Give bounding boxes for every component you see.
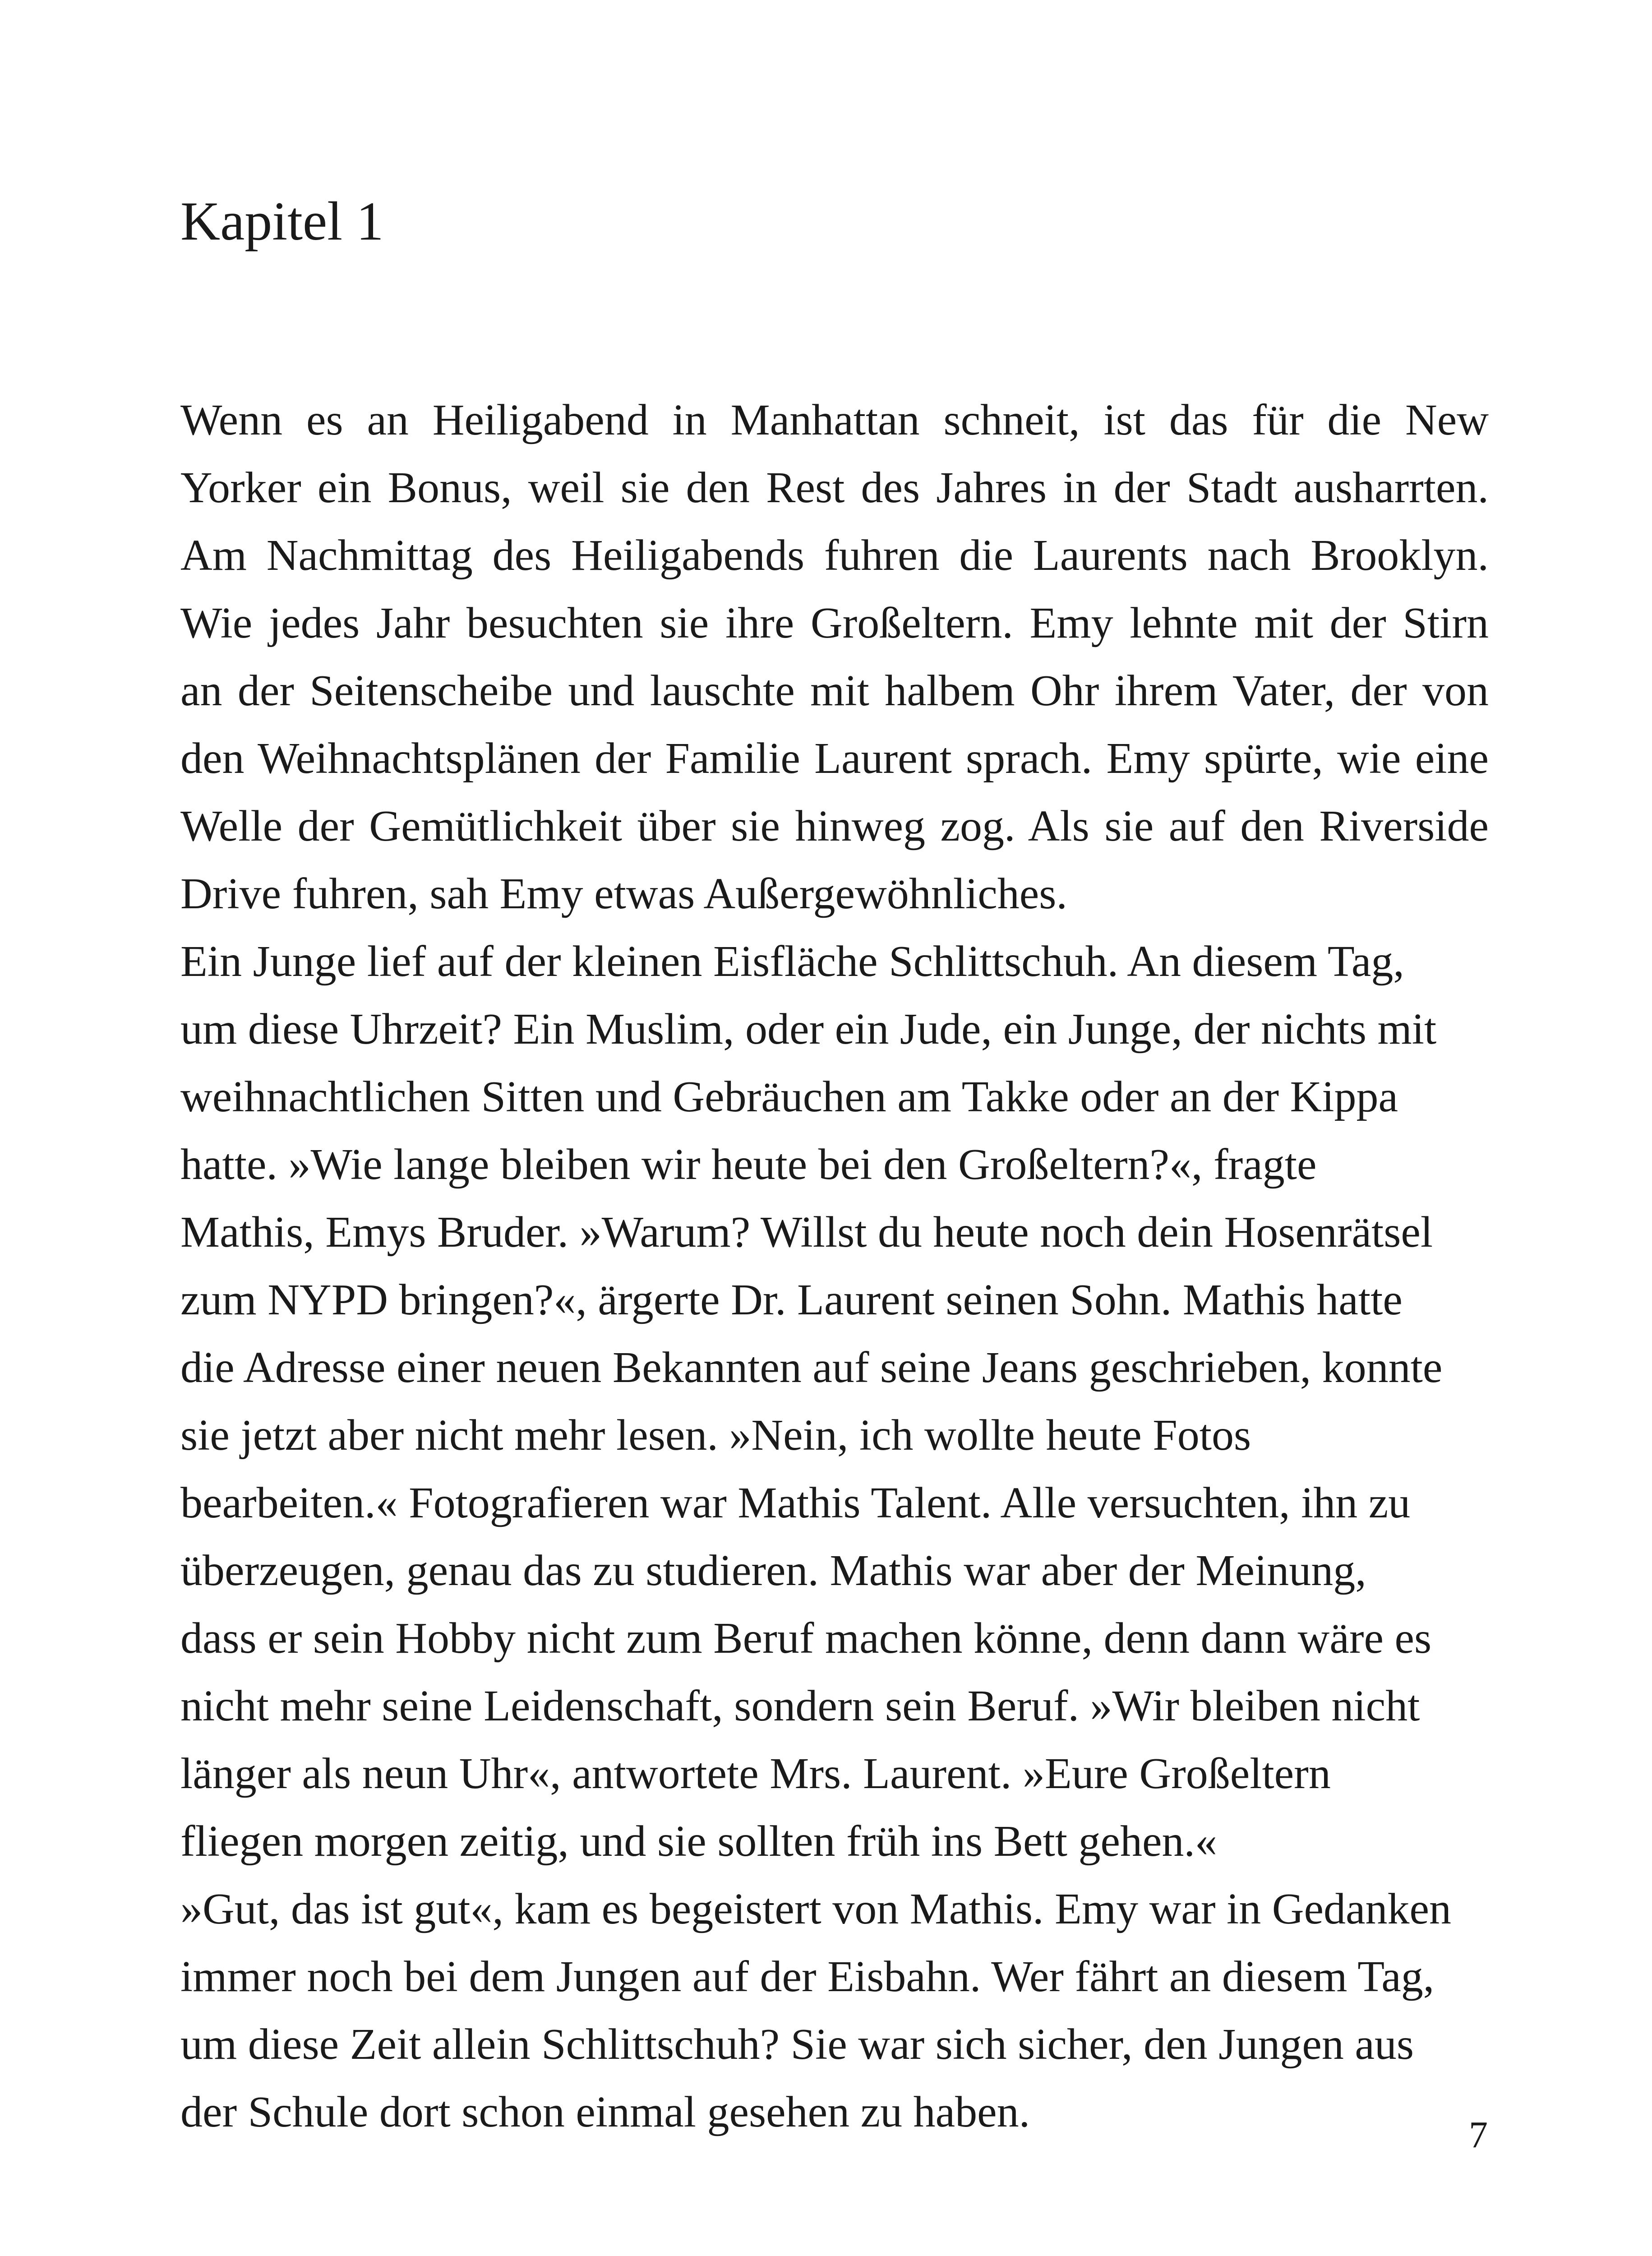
chapter-title: Kapitel 1: [180, 191, 384, 252]
text-line: überzeugen, genau das zu studieren. Mathis war aber der Meinung,: [180, 1546, 1366, 1595]
text-line: Drive fuhren, sah Emy etwas Außergewöhnliches.: [180, 869, 1067, 918]
text-line: sie jetzt aber nicht mehr lesen. »Nein, ich wollte heute Fotos: [180, 1411, 1251, 1460]
text-line: weihnachtlichen Sitten und Gebräuchen am Takke oder an der Kippa: [180, 1073, 1398, 1121]
text-line: immer noch bei dem Jungen auf der Eisbahn. Wer fährt an diesem Tag,: [180, 1952, 1435, 2001]
text-line: die Adresse einer neuen Bekannten auf seine Jeans geschrieben, konnte: [180, 1343, 1443, 1392]
text-line: dass er sein Hobby nicht zum Beruf machen könne, denn dann wäre es: [180, 1614, 1432, 1663]
text-line: fliegen morgen zeitig, und sie sollten früh ins Bett gehen.«: [180, 1817, 1217, 1866]
text-line: den Weihnachtsplänen der Familie Laurent sprach. Emy spürte, wie eine: [180, 734, 1489, 783]
text-line: um diese Uhrzeit? Ein Muslim, oder ein Jude, ein Junge, der nichts mit: [180, 1005, 1437, 1054]
text-line: bearbeiten.« Fotografieren war Mathis Talent. Alle versuchten, ihn zu: [180, 1479, 1411, 1527]
text-line: Mathis, Emys Bruder. »Warum? Willst du heute noch dein Hosenrätsel: [180, 1208, 1433, 1257]
text-line: hatte. »Wie lange bleiben wir heute bei den Großeltern?«, fragte: [180, 1140, 1317, 1189]
text-line: Am Nachmittag des Heiligabends fuhren die Laurents nach Brooklyn.: [180, 531, 1489, 580]
text-line: Wie jedes Jahr besuchten sie ihre Großeltern. Emy lehnte mit der Stirn: [180, 599, 1489, 647]
text-line: um diese Zeit allein Schlittschuh? Sie war sich sicher, den Jungen aus: [180, 2020, 1414, 2069]
text-line: Ein Junge lief auf der kleinen Eisfläche Schlittschuh. An diesem Tag,: [180, 937, 1404, 986]
page-number: 7: [1469, 2114, 1488, 2156]
text-line: nicht mehr seine Leidenschaft, sondern sein Beruf. »Wir bleiben nicht: [180, 1682, 1420, 1730]
text-line: Yorker ein Bonus, weil sie den Rest des Jahres in der Stadt ausharrten.: [180, 463, 1489, 512]
chapter-body-text: [180, 386, 1489, 2146]
text-line: Wenn es an Heiligabend in Manhattan schneit, ist das für die New: [180, 396, 1489, 444]
text-line: länger als neun Uhr«, antwortete Mrs. Laurent. »Eure Großeltern: [180, 1749, 1331, 1798]
text-line: zum NYPD bringen?«, ärgerte Dr. Laurent seinen Sohn. Mathis hatte: [180, 1276, 1403, 1324]
text-line: Welle der Gemütlichkeit über sie hinweg zog. Als sie auf den Riverside: [180, 802, 1489, 851]
text-line: »Gut, das ist gut«, kam es begeistert von Mathis. Emy war in Gedanken: [180, 1885, 1451, 1933]
text-line: an der Seitenscheibe und lauschte mit halbem Ohr ihrem Vater, der von: [180, 666, 1489, 715]
text-line: der Schule dort schon einmal gesehen zu haben.: [180, 2088, 1030, 2136]
